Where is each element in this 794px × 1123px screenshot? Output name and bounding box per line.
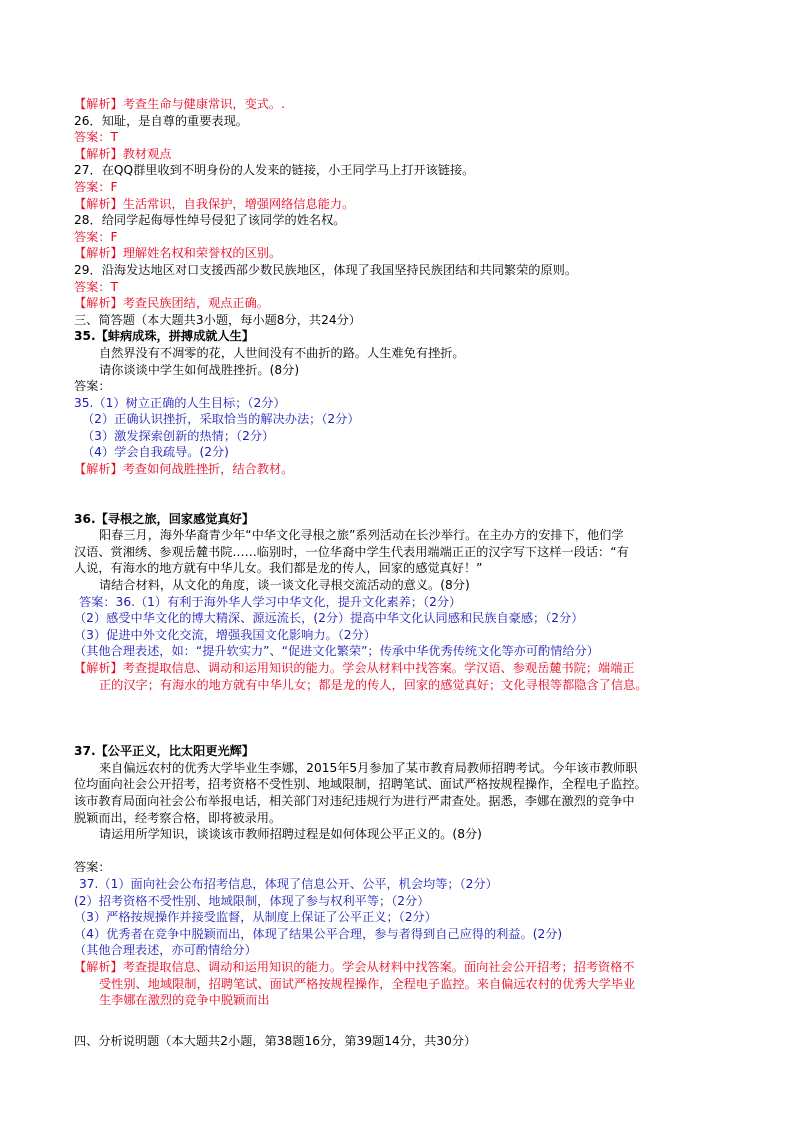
q36-material-line: 阳春三月，海外华裔青少年“中华文化寻根之旅”系列活动在长沙举行。在主办方的安排下，他们学 (99, 528, 624, 543)
q27-answer: 答案：F (74, 179, 118, 194)
q36-prompt: 请结合材料，从文化的角度，谈一谈文化寻根交流活动的意义。(8分) (99, 578, 470, 593)
q25-explanation: 【解析】考查生命与健康常识，变式。. (74, 97, 286, 111)
q36-material-line: 人说，有海水的地方就有中华儿女。我们都是龙的传人，回家的感觉真好！” (74, 561, 483, 576)
q26-explanation: 【解析】教材观点 (74, 146, 172, 161)
q35-answer-line: （4）学会自我疏导。(2分) (82, 445, 229, 460)
q35-material: 自然界没有不凋零的花，人世间没有不曲折的路。人生难免有挫折。 (99, 345, 465, 360)
q36-answer-line: 答案：36.（1）有利于海外华人学习中华文化，提升文化素养；（2分） (79, 594, 462, 609)
q37-answer-line: 37.（1）面向社会公布招考信息，体现了信息公开、公平，机会均等；（2分） (79, 876, 498, 891)
q36-answer-line: （2）感受中华文化的博大精深、源远流长，(2分）提高中华文化认同感和民族自豪感；（2分） (74, 611, 584, 626)
q37-explanation-line: 受性别、地域限制，招聘笔试、面试严格按规程操作，全程电子监控。来自偏远农村的优秀大学毕业 (99, 976, 636, 991)
q28-explanation: 【解析】理解姓名权和荣誉权的区别。 (74, 246, 282, 261)
q36-answer-line: （3）促进中外文化交流，增强我国文化影响力。（2分） (74, 627, 376, 642)
q37-explanation-line: 生李娜在激烈的竞争中脱颖而出 (99, 993, 270, 1008)
q36-title: 36.【寻根之旅，回家感觉真好】 (74, 511, 255, 526)
q37-title: 37.【公平正义，比太阳更光辉】 (74, 744, 255, 759)
q28-answer: 答案：F (74, 229, 118, 244)
q37-answer-line: （其他合理表述，亦可酌情给分） (74, 943, 257, 958)
q36-explanation-line: 正的汉字；有海水的地方就有中华儿女；都是龙的传人，回家的感觉真好；文化寻根等都隐含了信息。 (99, 677, 648, 692)
q35-title: 35.【蚌病成珠，拼搏成就人生】 (74, 329, 255, 344)
q26-answer: 答案：T (74, 130, 119, 145)
q27-question: 27．在QQ群里收到不明身份的人发来的链接，小王同学马上打开该链接。 (74, 163, 475, 178)
q37-explanation-line: 【解析】考查提取信息、调动和运用知识的能力。学会从材料中找答案。面向社会公开招考；招考资格不 (74, 959, 635, 974)
q37-material-line: 来自偏远农村的优秀大学毕业生李娜，2015年5月参加了某市教育局教师招聘考试。今年该市教师职 (99, 760, 638, 775)
q36-answer-line: （其他合理表述，如：“提升软实力”、“促进文化繁荣”；传承中华优秀传统文化等亦可酌情给分） (74, 644, 599, 659)
section-3-heading: 三、简答题（本大题共3小题，每小题8分，共24分） (74, 312, 361, 327)
q35-prompt: 请你谈谈中学生如何战胜挫折。(8分) (99, 362, 300, 377)
q29-explanation: 【解析】考查民族团结，观点正确。 (74, 296, 269, 311)
q37-answer-line: (2）招考资格不受性别、地域限制，体现了参与权利平等；（2分） (74, 893, 430, 908)
q27-explanation: 【解析】生活常识，自我保护，增强网络信息能力。 (74, 196, 355, 211)
q37-material-line: 位均面向社会公开招考，招考资格不受性别、地域限制，招聘笔试、面试严格按规程操作，全程电子监控。 (74, 777, 647, 792)
q37-material-line: 脱颖而出，经考察合格，即将被录用。 (74, 810, 282, 825)
q36-explanation-line: 【解析】考查提取信息、调动和运用知识的能力。学会从材料中找答案。学汉语、参观岳麓书院；端端正 (74, 661, 635, 675)
q26-question: 26．知耻，是自尊的重要表现。 (74, 113, 248, 128)
q29-answer: 答案：T (74, 279, 119, 294)
q28-question: 28．给同学起侮辱性绰号侵犯了该同学的姓名权。 (74, 213, 346, 228)
section-4-heading: 四、分析说明题（本大题共2小题，第38题16分，第39题14分，共30分） (74, 1034, 477, 1049)
q37-material-line: 该市教育局面向社会公布举报电话，相关部门对违纪违规行为进行严肃查处。据悉，李娜在激烈的竞争中 (74, 793, 635, 808)
q35-answer-line: （2）正确认识挫折，采取恰当的解决办法；（2分） (82, 412, 360, 427)
q37-answer-label: 答案： (74, 860, 111, 875)
q36-material-line: 汉语、赏湘绣、参观岳麓书院……临别时，一位华裔中学生代表用端端正正的汉字写下这样一段话：“有 (74, 544, 629, 559)
q37-prompt: 请运用所学知识，谈谈该市教师招聘过程是如何体现公平正义的。(8分) (99, 827, 482, 842)
q29-question: 29．沿海发达地区对口支援西部少数民族地区，体现了我国坚持民族团结和共同繁荣的原则。 (74, 262, 578, 277)
document-page (74, 96, 734, 1050)
q37-answer-line: （4）优秀者在竞争中脱颖而出，体现了结果公平合理，参与者得到自己应得的利益。(2分) (74, 926, 563, 941)
q37-answer-line: （3）严格按规操作并接受监督，从制度上保证了公平正义；（2分） (74, 910, 437, 925)
q35-answer-line: （3）激发探索创新的热情；（2分） (82, 428, 275, 443)
q35-explanation: 【解析】考查如何战胜挫折，结合教材。 (74, 462, 294, 477)
q35-answer-line: 35.（1）树立正确的人生目标；（2分） (74, 395, 286, 410)
q35-answer-label: 答案： (74, 379, 111, 394)
